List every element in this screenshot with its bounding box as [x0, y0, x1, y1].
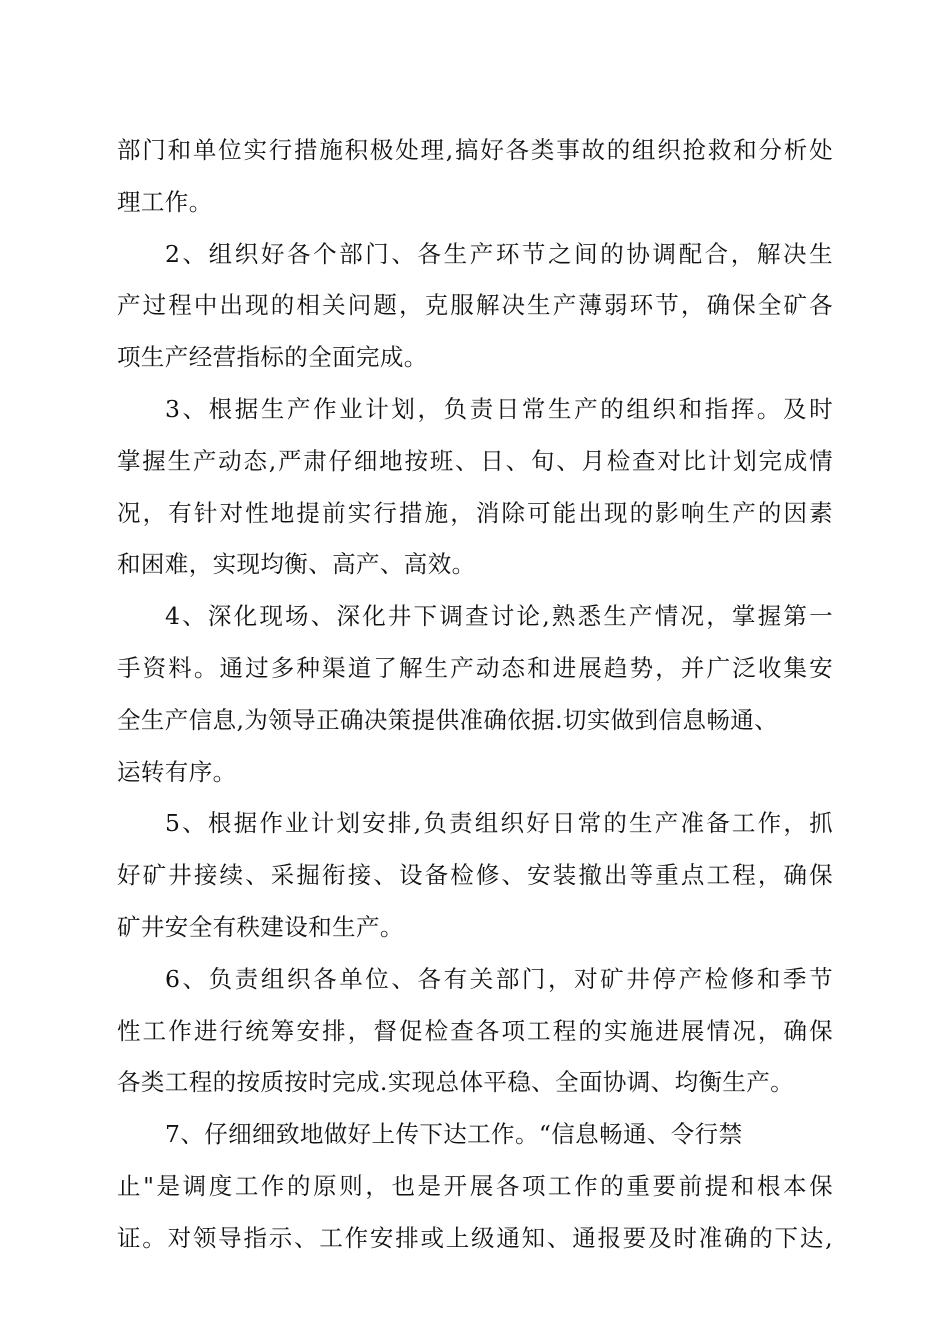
text-line: 产过程中出现的相关问题，克服解决生产薄弱环节，确保全矿各: [117, 291, 833, 320]
document-body: [117, 125, 833, 1265]
text-line: 掌握生产动态,严肃仔细地按班、日、旬、月检查对比计划完成情: [117, 446, 833, 475]
paragraph-item-3: [117, 384, 833, 591]
text-line: 和困难，实现均衡、高产、高效。: [117, 550, 476, 579]
text-line: 手资料。通过多种渠道了解生产动态和进展趋势，并广泛收集安: [117, 653, 833, 682]
text-line: 5、根据作业计划安排,负责组织好日常的生产准备工作，抓: [165, 809, 833, 838]
text-line: 2、组织好各个部门、各生产环节之间的协调配合，解决生: [165, 239, 833, 268]
text-line: 好矿井接续、采掘衔接、设备检修、安装撤出等重点工程，确保: [117, 861, 833, 890]
text-line: 6、负责组织各单位、各有关部门，对矿井停产检修和季节: [165, 964, 833, 993]
text-line: 部门和单位实行措施积极处理,搞好各类事故的组织抢救和分析处: [117, 136, 833, 164]
paragraph-item-7: [117, 1109, 833, 1264]
text-line: 证。对领导指示、工作安排或上级通知、通报要及时准确的下达,: [117, 1223, 833, 1252]
paragraph-continued: [117, 125, 833, 229]
text-line: 各类工程的按质按时完成.实现总体平稳、全面协调、均衡生产。: [117, 1068, 795, 1097]
paragraph-item-6: [117, 954, 833, 1109]
text-line: 7、仔细细致地做好上传下达工作。“信息畅通、令行禁: [165, 1120, 743, 1149]
text-line: 4、深化现场、深化井下调查讨论,熟悉生产情况，掌握第一: [165, 602, 833, 631]
text-line: 项生产经营指标的全面完成。: [117, 343, 428, 372]
text-line: 况，有针对性地提前实行措施，消除可能出现的影响生产的因素: [117, 498, 833, 527]
paragraph-item-5: [117, 798, 833, 953]
text-line: 运转有序。: [117, 757, 237, 786]
text-line: 理工作。: [117, 187, 213, 216]
paragraph-item-4: [117, 591, 833, 798]
text-line: 矿井安全有秩建设和生产。: [117, 912, 404, 941]
text-line: 止"是调度工作的原则，也是开展各项工作的重要前提和根本保: [117, 1171, 833, 1200]
text-line: 全生产信息,为领导正确决策提供准确依据.切实做到信息畅通、: [117, 705, 779, 734]
text-line: 3、根据生产作业计划，负责日常生产的组织和指挥。及时: [165, 394, 833, 423]
text-line: 性工作进行统筹安排，督促检查各项工程的实施进展情况，确保: [117, 1016, 833, 1045]
paragraph-item-2: [117, 229, 833, 384]
